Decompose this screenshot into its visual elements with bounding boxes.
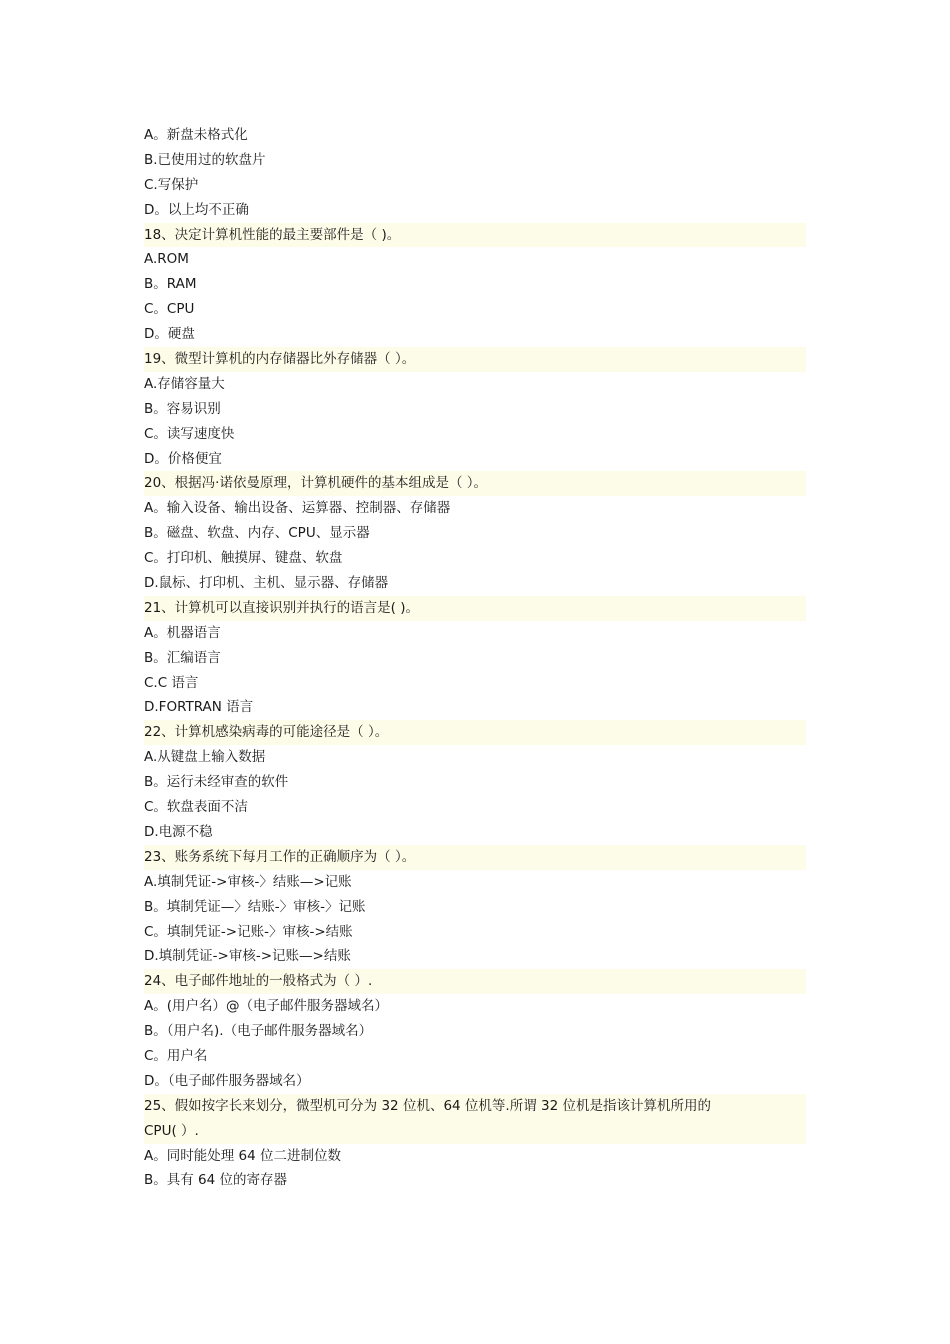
option-line: B。（用户名).（电子邮件服务器域名） — [144, 1023, 373, 1040]
option-line: D。以上均不正确 — [144, 201, 249, 218]
option-line: A。输入设备、输出设备、运算器、控制器、存储器 — [144, 500, 451, 517]
option-line: B。磁盘、软盘、内存、CPU、显示器 — [144, 525, 370, 542]
option-line: C。读写速度快 — [144, 425, 235, 442]
option-line: C。填制凭证->记账-〉审核->结账 — [144, 923, 353, 940]
question-line: 23、账务系统下每月工作的正确顺序为（ ）。 — [144, 845, 806, 870]
option-line: D。价格便宜 — [144, 450, 222, 467]
option-line: A.填制凭证->审核-〉结账—>记账 — [144, 873, 352, 890]
option-line: D.鼠标、打印机、主机、显示器、存储器 — [144, 575, 389, 592]
option-line: A。(用户名）@（电子邮件服务器域名） — [144, 998, 389, 1015]
question-line-continued: CPU( ）. — [144, 1119, 806, 1144]
option-line: B。具有 64 位的寄存器 — [144, 1172, 288, 1189]
option-line: D.电源不稳 — [144, 823, 213, 840]
question-line: 25、假如按字长来划分，微型机可分为 32 位机、64 位机等.所谓 32 位机是指该计算机所用的 — [144, 1094, 806, 1119]
question-line: 21、计算机可以直接识别并执行的语言是( )。 — [144, 596, 806, 621]
option-line: D.FORTRAN 语言 — [144, 699, 254, 716]
question-line: 18、决定计算机性能的最主要部件是（ )。 — [144, 223, 806, 248]
option-line: C.C 语言 — [144, 674, 199, 691]
option-line: D。硬盘 — [144, 326, 195, 343]
option-line: B.已使用过的软盘片 — [144, 151, 266, 168]
option-line: D.填制凭证->审核->记账—>结账 — [144, 948, 351, 965]
option-line: B。填制凭证—〉结账-〉审核-〉记账 — [144, 898, 366, 915]
document-body — [144, 123, 806, 1193]
option-line: C。用户名 — [144, 1047, 208, 1064]
option-line: A.ROM — [144, 251, 189, 268]
option-line: C。打印机、触摸屏、键盘、软盘 — [144, 550, 343, 567]
option-line: B。运行未经审查的软件 — [144, 774, 289, 791]
question-line: 24、电子邮件地址的一般格式为（ ）. — [144, 969, 806, 994]
option-line: B。汇编语言 — [144, 649, 221, 666]
question-line: 19、微型计算机的内存储器比外存储器（ ）。 — [144, 347, 806, 372]
option-line: A。同时能处理 64 位二进制位数 — [144, 1147, 341, 1164]
option-line: A。机器语言 — [144, 624, 221, 641]
option-line: D。（电子邮件服务器域名） — [144, 1072, 310, 1089]
option-line: A.存储容量大 — [144, 375, 225, 392]
option-line: C。软盘表面不洁 — [144, 799, 248, 816]
option-line: B。RAM — [144, 276, 197, 293]
question-line: 20、根据冯·诺依曼原理，计算机硬件的基本组成是（ ）。 — [144, 471, 806, 496]
option-line: A。新盘未格式化 — [144, 127, 248, 143]
question-line: 22、计算机感染病毒的可能途径是（ ）。 — [144, 720, 806, 745]
option-line: A.从键盘上输入数据 — [144, 749, 266, 766]
option-line: C.写保护 — [144, 176, 199, 193]
option-line: B。容易识别 — [144, 400, 221, 417]
option-line: C。CPU — [144, 301, 195, 318]
